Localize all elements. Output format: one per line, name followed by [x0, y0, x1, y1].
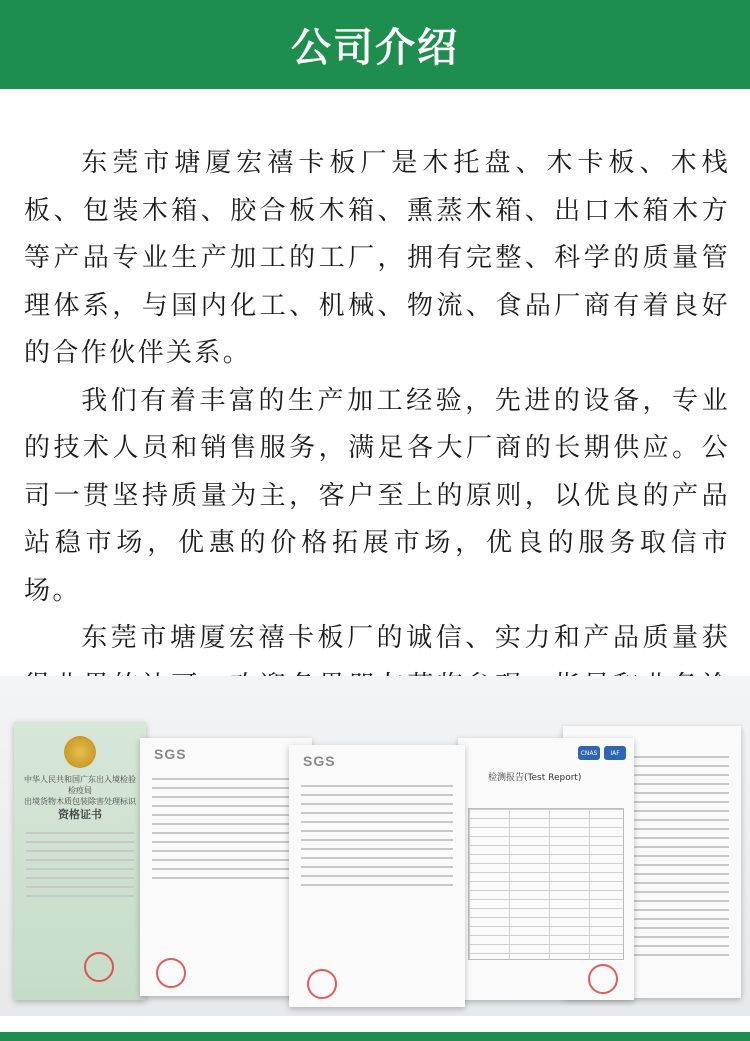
sgs-report-2 — [289, 745, 465, 1007]
company-intro — [24, 140, 730, 758]
sgs-report-1 — [140, 738, 312, 996]
national-emblem-icon — [64, 736, 96, 768]
certificate-heading: 中华人民共和国广东出入境检验检疫局 出境货物木质包装除害处理标识 资格证书 — [24, 775, 136, 821]
stamp-icon — [84, 952, 114, 982]
section-header — [0, 0, 750, 89]
sgs-logo: SGS — [154, 746, 187, 762]
cnas-badge-icon: CNAS — [578, 746, 600, 760]
stamp-icon — [156, 958, 186, 988]
sgs-logo: SGS — [303, 753, 336, 769]
stamp-icon — [307, 969, 337, 999]
intro-paragraph: 我们有着丰富的生产加工经验，先进的设备，专业的技术人员和销售服务，满足各大厂商的长期供应。公司一贯坚持质量为主，客户至上的原则，以优良的产品站稳市场，优惠的价格拓展市场，优良的服务取信市场。 — [24, 385, 730, 606]
test-report — [458, 738, 634, 1000]
report-title: 检测报告(Test Report) — [488, 773, 582, 783]
footer-divider — [0, 1032, 750, 1041]
quarantine-certificate — [14, 722, 146, 1000]
intro-paragraph: 东莞市塘厦宏禧卡板厂是木托盘、木卡板、木栈板、包装木箱、胶合板木箱、熏蒸木箱、出口木箱木方等产品专业生产加工的工厂，拥有完整、科学的质量管理体系，与国内化工、机械、物流、食品厂商有着良好的合作伙伴关系。 — [24, 148, 730, 368]
report-table — [468, 808, 624, 960]
iaf-badge-icon: IAF — [604, 746, 626, 760]
intro-paragraph: 东莞市塘厦宏禧卡板厂的诚信、实力和产品质量获 — [81, 623, 730, 653]
stamp-icon — [588, 964, 618, 994]
section-title: 公司介绍 — [291, 25, 459, 71]
